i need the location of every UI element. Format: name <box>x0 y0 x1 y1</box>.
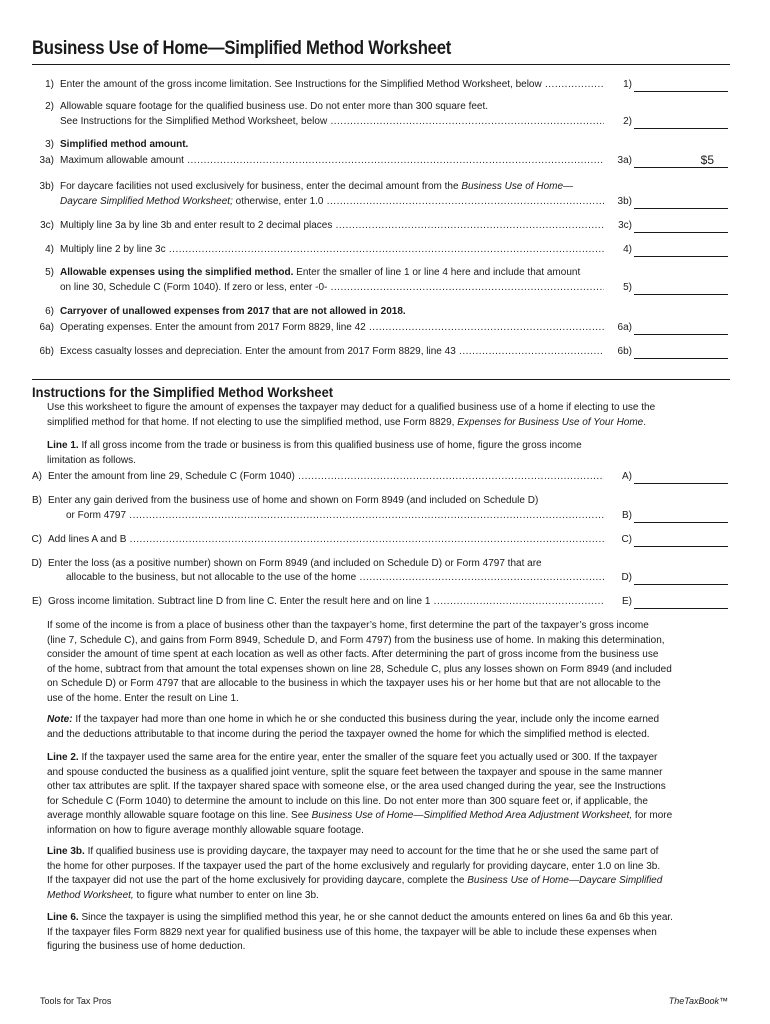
line1-instruction: Line 1. If all gross income from the trade or business is from this qualified business use of home, figure the gross income limitation as follows. <box>47 440 582 466</box>
line-text: Enter the amount of the gross income limitation. See Instructions for the Simplified Method Worksheet, below ..... <box>60 78 604 93</box>
worksheet-line-2 <box>60 115 632 130</box>
line-text: Allowable square footage for the qualified business use. Do not enter more than 300 square feet. <box>60 101 489 112</box>
answer-field-e[interactable] <box>634 595 728 609</box>
page-title: Business Use of Home—Simplified Method Worksheet <box>32 38 452 59</box>
line-text: Add lines A and B ..... <box>48 533 604 548</box>
line-ref: 1) <box>623 79 632 90</box>
line1-step-d <box>66 571 632 586</box>
line-text: Allowable expenses using the simplified method. Enter the smaller of line 1 or line 4 here and include that amount <box>60 267 581 278</box>
line-text: Carryover of unallowed expenses from 2017 that are not allowed in 2018. <box>60 306 406 317</box>
line-text: Excess casualty losses and depreciation. Enter the amount from 2017 Form 8829, line 43 ..... <box>60 345 604 360</box>
line-text: Enter the amount from line 29, Schedule C (Form 1040) ..... <box>48 470 604 485</box>
line-number: 6a) <box>39 322 54 333</box>
line-text: on line 30, Schedule C (Form 1040). If zero or less, enter -0- ..... <box>60 281 604 296</box>
line-number: 3) <box>45 139 54 150</box>
line-ref: 5) <box>623 282 632 293</box>
answer-field-4[interactable] <box>634 243 728 257</box>
line-text: Daycare Simplified Method Worksheet; otherwise, enter 1.0 ..... <box>60 195 604 210</box>
worksheet-line-3c <box>32 219 632 234</box>
line-ref: D) <box>621 572 632 583</box>
answer-field-1[interactable] <box>634 78 728 92</box>
answer-field-3b[interactable] <box>634 195 728 209</box>
worksheet-line-6a <box>32 321 632 336</box>
line-text: Simplified method amount. <box>60 139 189 150</box>
line-ref: 2) <box>623 116 632 127</box>
line-ref: 3a) <box>617 155 632 166</box>
line-number: D) <box>31 558 42 569</box>
line-ref: 6a) <box>617 322 632 333</box>
line-ref: A) <box>622 471 632 482</box>
footer-right: TheTaxBook™ <box>668 996 728 1006</box>
line-text: Gross income limitation. Subtract line D from line C. Enter the result here and on line 1 ..... <box>48 595 604 610</box>
line-number: 2) <box>45 101 54 112</box>
worksheet-line-6 <box>32 305 632 320</box>
line-text: Maximum allowable amount ..... <box>60 154 604 169</box>
line-text: Multiply line 3a by line 3b and enter result to 2 decimal places ..... <box>60 219 604 234</box>
worksheet-line-4 <box>32 243 632 258</box>
line-ref: 6b) <box>617 346 632 357</box>
line-number: 4) <box>45 244 54 255</box>
line-text: Operating expenses. Enter the amount from 2017 Form 8829, line 42 ..... <box>60 321 604 336</box>
line-number: 1) <box>45 79 54 90</box>
answer-field-3c[interactable] <box>634 219 728 233</box>
answer-field-3a[interactable]: $5 <box>634 154 728 168</box>
section-rule <box>32 379 730 380</box>
line-number: A) <box>32 471 42 482</box>
line-number: 5) <box>45 267 54 278</box>
worksheet-line-5-first <box>32 266 632 281</box>
line-ref: 4) <box>623 244 632 255</box>
line1-step-b-first <box>20 494 632 509</box>
answer-field-a[interactable] <box>634 470 728 484</box>
line1-step-e <box>20 595 632 610</box>
instructions-intro: Use this worksheet to figure the amount of expenses the taxpayer may deduct for a qualified business use of a home if electing to use the simplified method for that home. If not electing to use the simplified method, use Form 8829, Expenses for Business Use of Your Home. <box>47 402 656 428</box>
note-paragraph: Note: If the taxpayer had more than one home in which he or she conducted this business during the year, include only the income earned and the deductions attributable to that income during the period the taxpayer owned the home for which the simplified method is elected. <box>47 714 660 740</box>
line-ref: C) <box>621 534 632 545</box>
line1-step-b <box>66 509 632 524</box>
worksheet-line-3b-first <box>32 180 632 195</box>
answer-field-6b[interactable] <box>634 345 728 359</box>
line1-step-c <box>20 533 632 548</box>
line-ref: B) <box>622 510 632 521</box>
line-text: allocable to the business, but not allocable to the use of the home ..... <box>66 571 604 586</box>
line1-step-a <box>20 470 632 485</box>
instructions-heading: Instructions for the Simplified Method Worksheet <box>32 384 334 400</box>
line6-instruction: Line 6. Since the taxpayer is using the simplified method this year, he or she cannot deduct the amounts entered on lines 6a and 6b this year. If the taxpayer files Form 8829 next year for qualified business use of this home, the taxpayer will be able to include these expenses when figuring the business use of home deduction. <box>47 912 673 952</box>
worksheet-line-1 <box>32 78 632 93</box>
line-text: For daycare facilities not used exclusively for business, enter the decimal amount from the Business Use of Home— <box>60 181 574 192</box>
answer-field-d[interactable] <box>634 571 728 585</box>
worksheet-line-3b <box>60 195 632 210</box>
line1-step-d-first <box>20 557 632 572</box>
line-number: C) <box>31 534 42 545</box>
line-number: 6) <box>45 306 54 317</box>
paragraph-other-income: If some of the income is from a place of business other than the taxpayer’s home, first determine the part of the taxpayer’s gross income (line 7, Schedule C), and gains from Form 8949, Schedule D, and Form 4797) from the business use of home. In making this determination, consider the amount of time spent at each location as well as other facts. After determining the part of gross income from the business use of the home, subtract from that amount the total expenses shown on line 28, Schedule C, plus any losses shown on Form 8949 (and included on Schedule D) or Form 4797 that are allocable to the business in which the taxpayer uses his or her home but that are not allocable to the use of the home. Enter the result on Line 1. <box>47 620 672 704</box>
line-number: E) <box>32 596 42 607</box>
worksheet-line-3a <box>32 154 632 169</box>
footer-left: Tools for Tax Pros <box>40 996 112 1006</box>
line-text: Enter the loss (as a positive number) shown on Form 8949 (and included on Schedule D) or Form 4797 that are <box>48 558 542 569</box>
worksheet-line-6b <box>32 345 632 360</box>
line-text: Enter any gain derived from the business use of home and shown on Form 8949 (and included on Schedule D) <box>48 495 539 506</box>
title-rule <box>32 64 730 65</box>
line2-instruction: Line 2. If the taxpayer used the same area for the entire year, enter the smaller of the square feet you actually used or 300. If the taxpayer and spouse conducted the business as a qualified joint venture, split the square feet between the taxpayer and spouse in the same manner other tax attributes are split. If the taxpayer shared space with someone else, or the area used changed during the year, see the Instructions for Schedule C (Form 1040) to determine the amount to include on this line. Do not enter more than 300 square feet or, if applicable, the average monthly allowable square footage on this line. See Business Use of Home—Simplified Method Area Adjustment Worksheet, for more information on how to figure average monthly allowable square footage. <box>47 752 673 836</box>
line-number: B) <box>32 495 42 506</box>
answer-field-2[interactable] <box>634 115 728 129</box>
line-number: 3b) <box>39 181 54 192</box>
line-number: 3c) <box>40 220 54 231</box>
answer-field-5[interactable] <box>634 281 728 295</box>
worksheet-line-2-first <box>32 100 632 115</box>
line-text: Multiply line 2 by line 3c ..... <box>60 243 604 258</box>
line-ref: 3b) <box>617 196 632 207</box>
line-ref: E) <box>622 596 632 607</box>
answer-field-c[interactable] <box>634 533 728 547</box>
answer-field-b[interactable] <box>634 509 728 523</box>
line-ref: 3c) <box>618 220 632 231</box>
worksheet-line-5 <box>60 281 632 296</box>
line-text: See Instructions for the Simplified Method Worksheet, below ..... <box>60 115 604 130</box>
line-text: or Form 4797 ..... <box>66 509 604 524</box>
answer-field-6a[interactable] <box>634 321 728 335</box>
worksheet-line-3 <box>32 138 632 153</box>
line3b-instruction: Line 3b. If qualified business use is providing daycare, the taxpayer may need to account for the time that he or she used the same part of the home for other purposes. If the taxpayer used the part of the home exclusively and regularly for providing daycare, enter 1.0 on line 3b. If the taxpayer did not use the part of the home exclusively for providing daycare, complete the Business Use of Home—Daycare Simplified Method Worksheet, to figure what number to enter on line 3b. <box>47 846 663 901</box>
line-number: 3a) <box>39 155 54 166</box>
line-number: 6b) <box>39 346 54 357</box>
